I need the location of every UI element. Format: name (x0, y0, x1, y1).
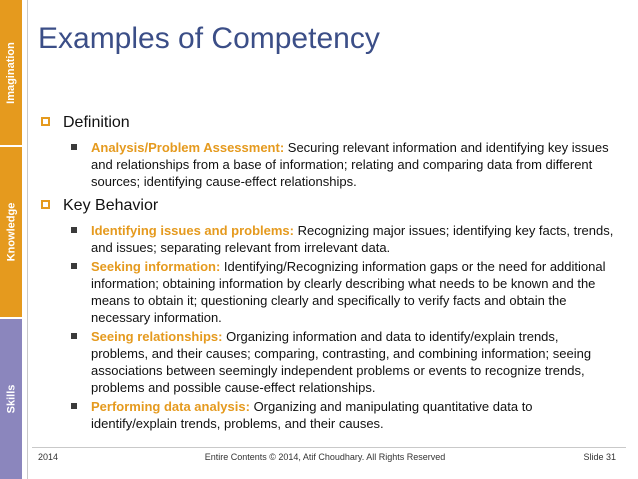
item-term: Performing data analysis: (91, 399, 250, 414)
item-term: Seeing relationships: (91, 329, 223, 344)
footer-slide-number: Slide 31 (583, 452, 616, 462)
item-term: Identifying issues and problems: (91, 223, 294, 238)
sidebar-label-imagination: Imagination (5, 41, 18, 104)
sidebar-label-knowledge: Knowledge (5, 202, 18, 262)
footer-copyright: Entire Contents © 2014, Atif Choudhary. All Rights Reserved (204, 452, 446, 462)
item-text: Recognizing major issues; identifying key facts, trends, and issues; separating relevant from irrelevant data. (91, 223, 614, 255)
item-term: Analysis/Problem Assessment: (91, 140, 285, 155)
section-heading-text: Key Behavior (63, 197, 159, 214)
bullet-list (38, 113, 618, 434)
sidebar-label-skills: Skills (5, 384, 17, 414)
hollow-square-bullet-icon (41, 117, 50, 126)
square-bullet-icon (71, 333, 77, 339)
section-heading-key-behavior (38, 196, 618, 216)
item-text: Organizing information and data to identify/explain trends, problems, and their causes; comparing, contrasting, and combining information; seeing associations between seemingly independent problems or events to recognize trends, problems and possible cause-effect relationships. (91, 329, 592, 395)
square-bullet-icon (71, 403, 77, 409)
list-item (38, 258, 618, 326)
item-text: Securing relevant information and identifying key issues and relationships from a base of information; relating and comparing data from different sources; identifying cause-effect relationships. (91, 140, 609, 189)
list-item (38, 328, 618, 396)
slide-title: Examples of Competency (38, 22, 380, 55)
list-item (38, 398, 618, 432)
square-bullet-icon (71, 144, 77, 150)
footer-year: 2014 (38, 452, 59, 462)
item-text: Organizing and manipulating quantitative data to identify/explain trends, problems, and their causes. (91, 399, 533, 431)
vertical-divider (27, 0, 28, 479)
list-item (38, 139, 618, 190)
square-bullet-icon (71, 227, 77, 233)
hollow-square-bullet-icon (41, 200, 50, 209)
footer-divider (32, 447, 626, 448)
section-heading-text: Definition (63, 114, 130, 131)
section-heading-definition (38, 113, 618, 133)
square-bullet-icon (71, 263, 77, 269)
item-text: Identifying/Recognizing information gaps or the need for additional information; obtaining information by clearly describing what needs to be known and the means to obtain it; questioning clearly and specifically to verify facts and obtain the necessary information. (91, 259, 606, 325)
item-term: Seeking information: (91, 259, 221, 274)
list-item (38, 222, 618, 256)
